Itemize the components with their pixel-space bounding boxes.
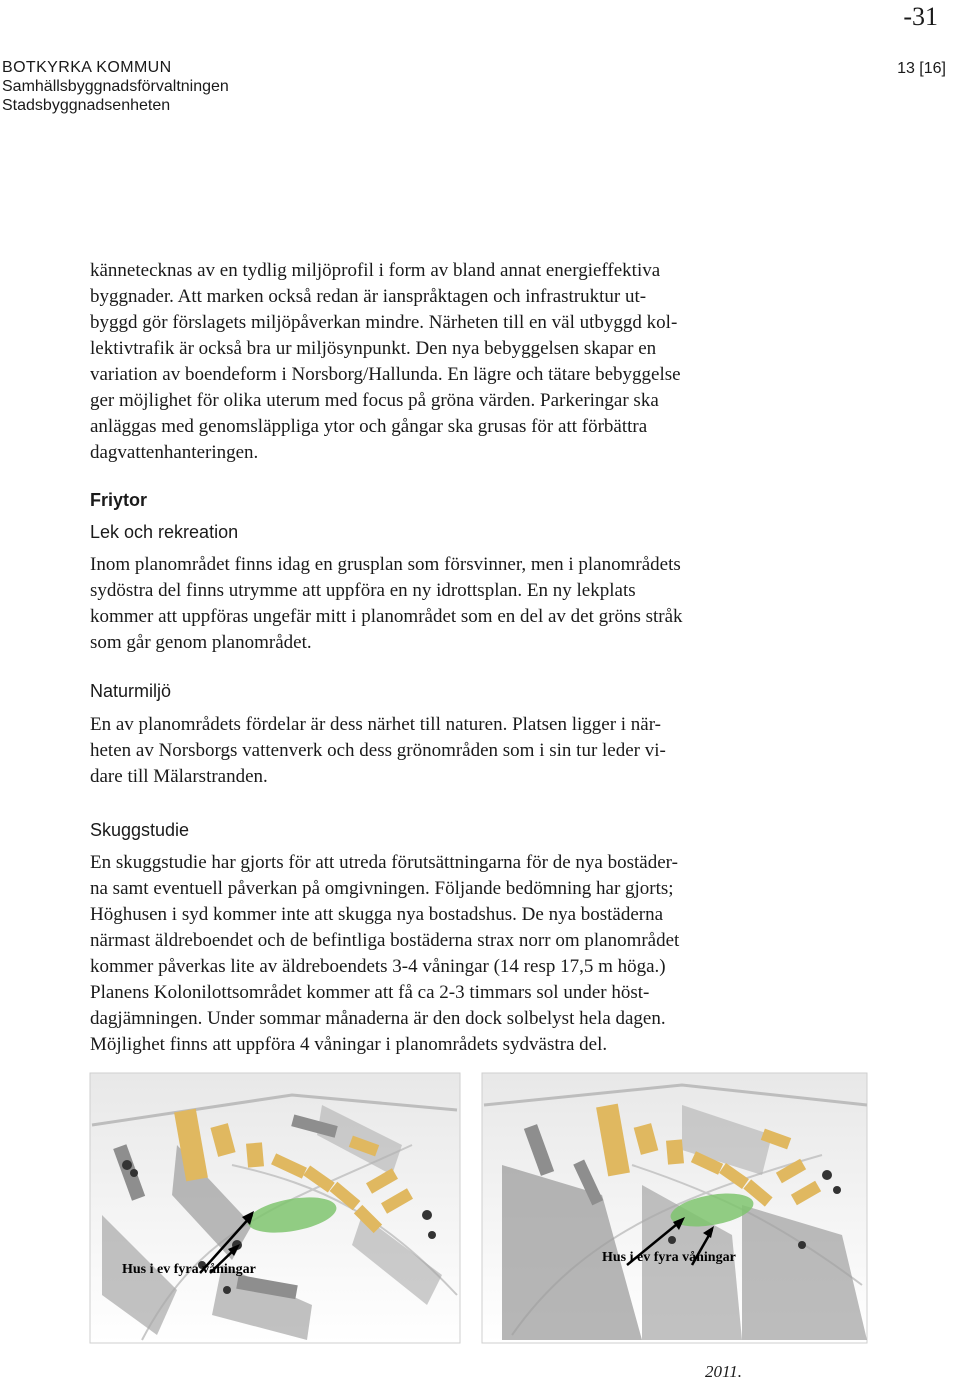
text-line: En skuggstudie har gjorts för att utreda förutsättningarna för de nya bostäder- bbox=[90, 852, 678, 873]
text-line: lektivtrafik är också bra ur miljösynpunkt. Den nya bebyggelsen skapar en bbox=[90, 338, 657, 359]
department-name: Samhällsbyggnadsförvaltningen bbox=[2, 78, 229, 95]
text-line: dagvattenhanteringen. bbox=[90, 442, 259, 463]
shadow-map-right bbox=[482, 1073, 867, 1343]
skuggstudie-paragraph bbox=[90, 850, 835, 1058]
right-map-label: Hus i ev fyra våningar bbox=[602, 1250, 736, 1265]
text-line: sydöstra del finns utrymme att uppföra en ny idrottsplan. En ny lekplats bbox=[90, 580, 636, 601]
text-line: Möjlighet finns att uppföra 4 våningar i planområdets sydvästra del. bbox=[90, 1034, 608, 1055]
text-line: som går genom planområdet. bbox=[90, 632, 312, 653]
shadow-study-figure bbox=[82, 1065, 872, 1353]
page-number: -31 bbox=[903, 2, 938, 31]
figure-caption: 2011. bbox=[705, 1362, 742, 1381]
shadow-map-left bbox=[90, 1073, 460, 1343]
page-count: 13 [16] bbox=[897, 60, 946, 77]
section-heading-friytor: Friytor bbox=[90, 490, 148, 510]
text-line: variation av boendeform i Norsborg/Hallunda. En lägre och tätare bebyggelse bbox=[90, 364, 681, 385]
text-line: Planens Kolonilottsområdet kommer att få ca 2-3 timmars sol under höst- bbox=[90, 982, 650, 1003]
subheading-lek-och-rekreation: Lek och rekreation bbox=[90, 522, 239, 542]
left-map-label: Hus i ev fyra våningar bbox=[122, 1262, 256, 1277]
subheading-naturmiljo: Naturmiljö bbox=[90, 681, 172, 701]
text-line: kommer påverkas lite av äldreboendets 3-4 våningar (14 resp 17,5 m höga.) bbox=[90, 956, 666, 977]
org-name: BOTKYRKA KOMMUN bbox=[2, 59, 172, 76]
naturmiljo-paragraph bbox=[90, 712, 835, 790]
subheading-skuggstudie: Skuggstudie bbox=[90, 820, 190, 840]
text-line: kännetecknas av en tydlig miljöprofil i form av bland annat energieffektiva bbox=[90, 260, 661, 281]
text-line: ger möjlighet för olika uterum med focus på gröna värden. Parkeringar ska bbox=[90, 390, 659, 411]
friytor-paragraph bbox=[90, 552, 835, 656]
text-line: dare till Mälarstranden. bbox=[90, 766, 268, 787]
text-line: heten av Norsborgs vattenverk och dess grönområden som i sin tur leder vi- bbox=[90, 740, 666, 761]
text-line: Höghusen i syd kommer inte att skugga nya bostadshus. De nya bostäderna bbox=[90, 904, 664, 925]
text-line: En av planområdets fördelar är dess närhet till naturen. Platsen ligger i när- bbox=[90, 714, 662, 735]
text-line: anläggas med genomsläppliga ytor och gångar ska grusas för att förbättra bbox=[90, 416, 648, 437]
intro-paragraph bbox=[90, 258, 835, 466]
text-line: dagjämningen. Under sommar månaderna är den dock solbelyst hela dagen. bbox=[90, 1008, 666, 1029]
text-line: na samt eventuell påverkan på omgivningen. Följande bedömning har gjorts; bbox=[90, 878, 674, 899]
text-line: Inom planområdet finns idag en grusplan som försvinner, men i planområdets bbox=[90, 554, 681, 575]
organization-header bbox=[2, 58, 229, 115]
text-line: kommer att uppföras ungefär mitt i planområdet som en del av det gröns stråk bbox=[90, 606, 683, 627]
text-line: närmast äldreboendet och de befintliga bostäderna strax norr om planområdet bbox=[90, 930, 680, 951]
text-line: byggd gör förslagets miljöpåverkan mindre. Närheten till en väl utbyggd kol- bbox=[90, 312, 678, 333]
unit-name: Stadsbyggnadsenheten bbox=[2, 97, 171, 114]
text-line: byggnader. Att marken också redan är ianspråktagen och infrastruktur ut- bbox=[90, 286, 647, 307]
